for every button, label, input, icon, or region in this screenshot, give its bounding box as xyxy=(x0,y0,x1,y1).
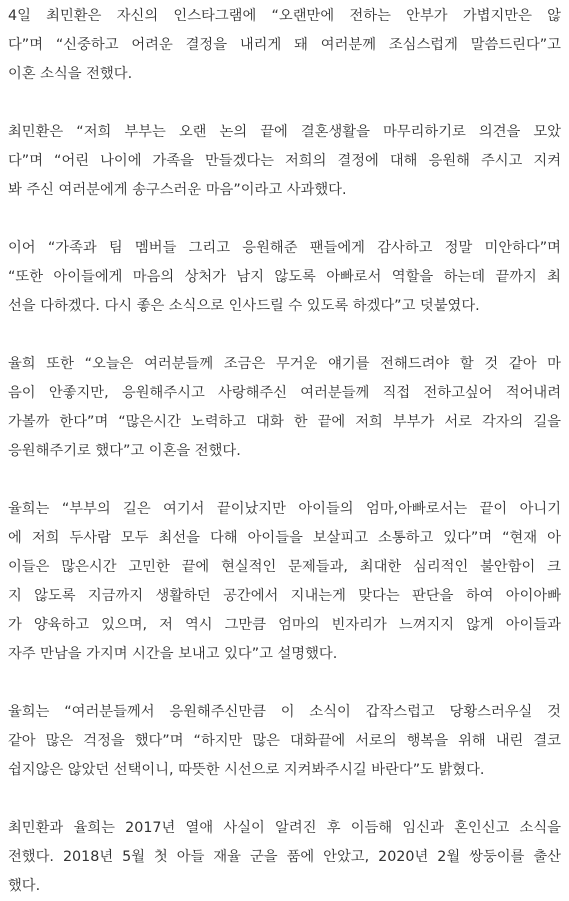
paragraph-line: 봐 주신 여러분에게 송구스러운 마음”이라고 사과했다. xyxy=(8,182,347,198)
paragraph-line: 선을 다하겠다. 다시 좋은 소식으로 인사드릴 수 있도록 하겠다”고 덧붙였다. xyxy=(8,298,480,314)
paragraph-line: 지 않도록 지금까지 생활하던 공간에서 지내는게 맞다는 판단을 하여 아이아빠 xyxy=(8,588,561,604)
paragraph-line: 응원해주기로 했다”고 이혼을 전했다. xyxy=(8,443,241,459)
paragraph-line: 최민환과 율희는 2017년 열애 사실이 알려진 후 이듬해 임신과 혼인신고 소식을 xyxy=(8,820,561,836)
paragraph-line: 가 양육하고 있으며, 저 역시 그만큼 엄마의 빈자리가 느껴지지 않게 아이들과 xyxy=(8,617,561,633)
paragraph-line: 에 저희 두사람 모두 최선을 다해 아이들을 보살피고 소통하고 있다”며 “현재 아 xyxy=(8,530,561,546)
paragraph-line: 율희는 “여러분들께서 응원해주신만큼 이 소식이 갑작스럽고 당황스러우실 것 xyxy=(8,704,561,720)
paragraph-line: 다”며 “어린 나이에 가족을 만들겠다는 저희의 결정에 대해 응원해 주시고 지켜 xyxy=(8,153,561,169)
article-paragraph xyxy=(8,234,561,321)
paragraph-line: 했다. xyxy=(8,878,41,894)
paragraph-line: “또한 아이들에게 마음의 상처가 남지 않도록 아빠로서 역할을 하는데 끝까지 최 xyxy=(8,269,561,285)
article-paragraph xyxy=(8,2,561,89)
paragraph-line: 쉽지않은 않았던 선택이니, 따뜻한 시선으로 지켜봐주시길 바란다”도 밝혔다. xyxy=(8,762,485,778)
article-paragraph xyxy=(8,495,561,669)
article-paragraph xyxy=(8,118,561,205)
paragraph-line: 가볼까 한다”며 “많은시간 노력하고 대화 한 끝에 저희 부부가 서로 각자의 길을 xyxy=(8,414,561,430)
paragraph-line: 율희 또한 “오늘은 여러분들께 조금은 무거운 얘기를 전해드려야 할 것 같아 마 xyxy=(8,356,561,372)
paragraph-line: 4일 최민환은 자신의 인스타그램에 “오랜만에 전하는 안부가 가볍지만은 않 xyxy=(8,8,561,24)
paragraph-line: 이들은 많은시간 고민한 끝에 현실적인 문제들과, 최대한 심리적인 불안함이 크 xyxy=(8,559,561,575)
article-paragraph xyxy=(8,698,561,785)
paragraph-line: 자주 만남을 가지며 시간을 보내고 있다”고 설명했다. xyxy=(8,646,338,662)
paragraph-line: 최민환은 “저희 부부는 오랜 논의 끝에 결혼생활을 마무리하기로 의견을 모았 xyxy=(8,124,561,140)
paragraph-line: 이혼 소식을 전했다. xyxy=(8,66,133,82)
paragraph-line: 다”며 “신중하고 어려운 결정을 내리게 돼 여러분께 조심스럽게 말씀드린다”고 xyxy=(8,37,561,53)
article-paragraph xyxy=(8,814,561,901)
paragraph-line: 전했다. 2018년 5월 첫 아들 재율 군을 품에 안았고, 2020년 2월 쌍둥이를 출산 xyxy=(8,849,561,865)
article-paragraph xyxy=(8,350,561,466)
paragraph-line: 음이 안좋지만, 응원해주시고 사랑해주신 여러분들께 직접 전하고싶어 적어내려 xyxy=(8,385,561,401)
paragraph-line: 이어 “가족과 팀 멤버들 그리고 응원해준 팬들에게 감사하고 정말 미안하다”며 xyxy=(8,240,561,256)
paragraph-line: 율희는 “부부의 길은 여기서 끝이났지만 아이들의 엄마,아빠로서는 끝이 아니기 xyxy=(8,501,561,517)
paragraph-line: 같아 많은 걱정을 했다”며 “하지만 많은 대화끝에 서로의 행복을 위해 내린 결코 xyxy=(8,733,561,749)
